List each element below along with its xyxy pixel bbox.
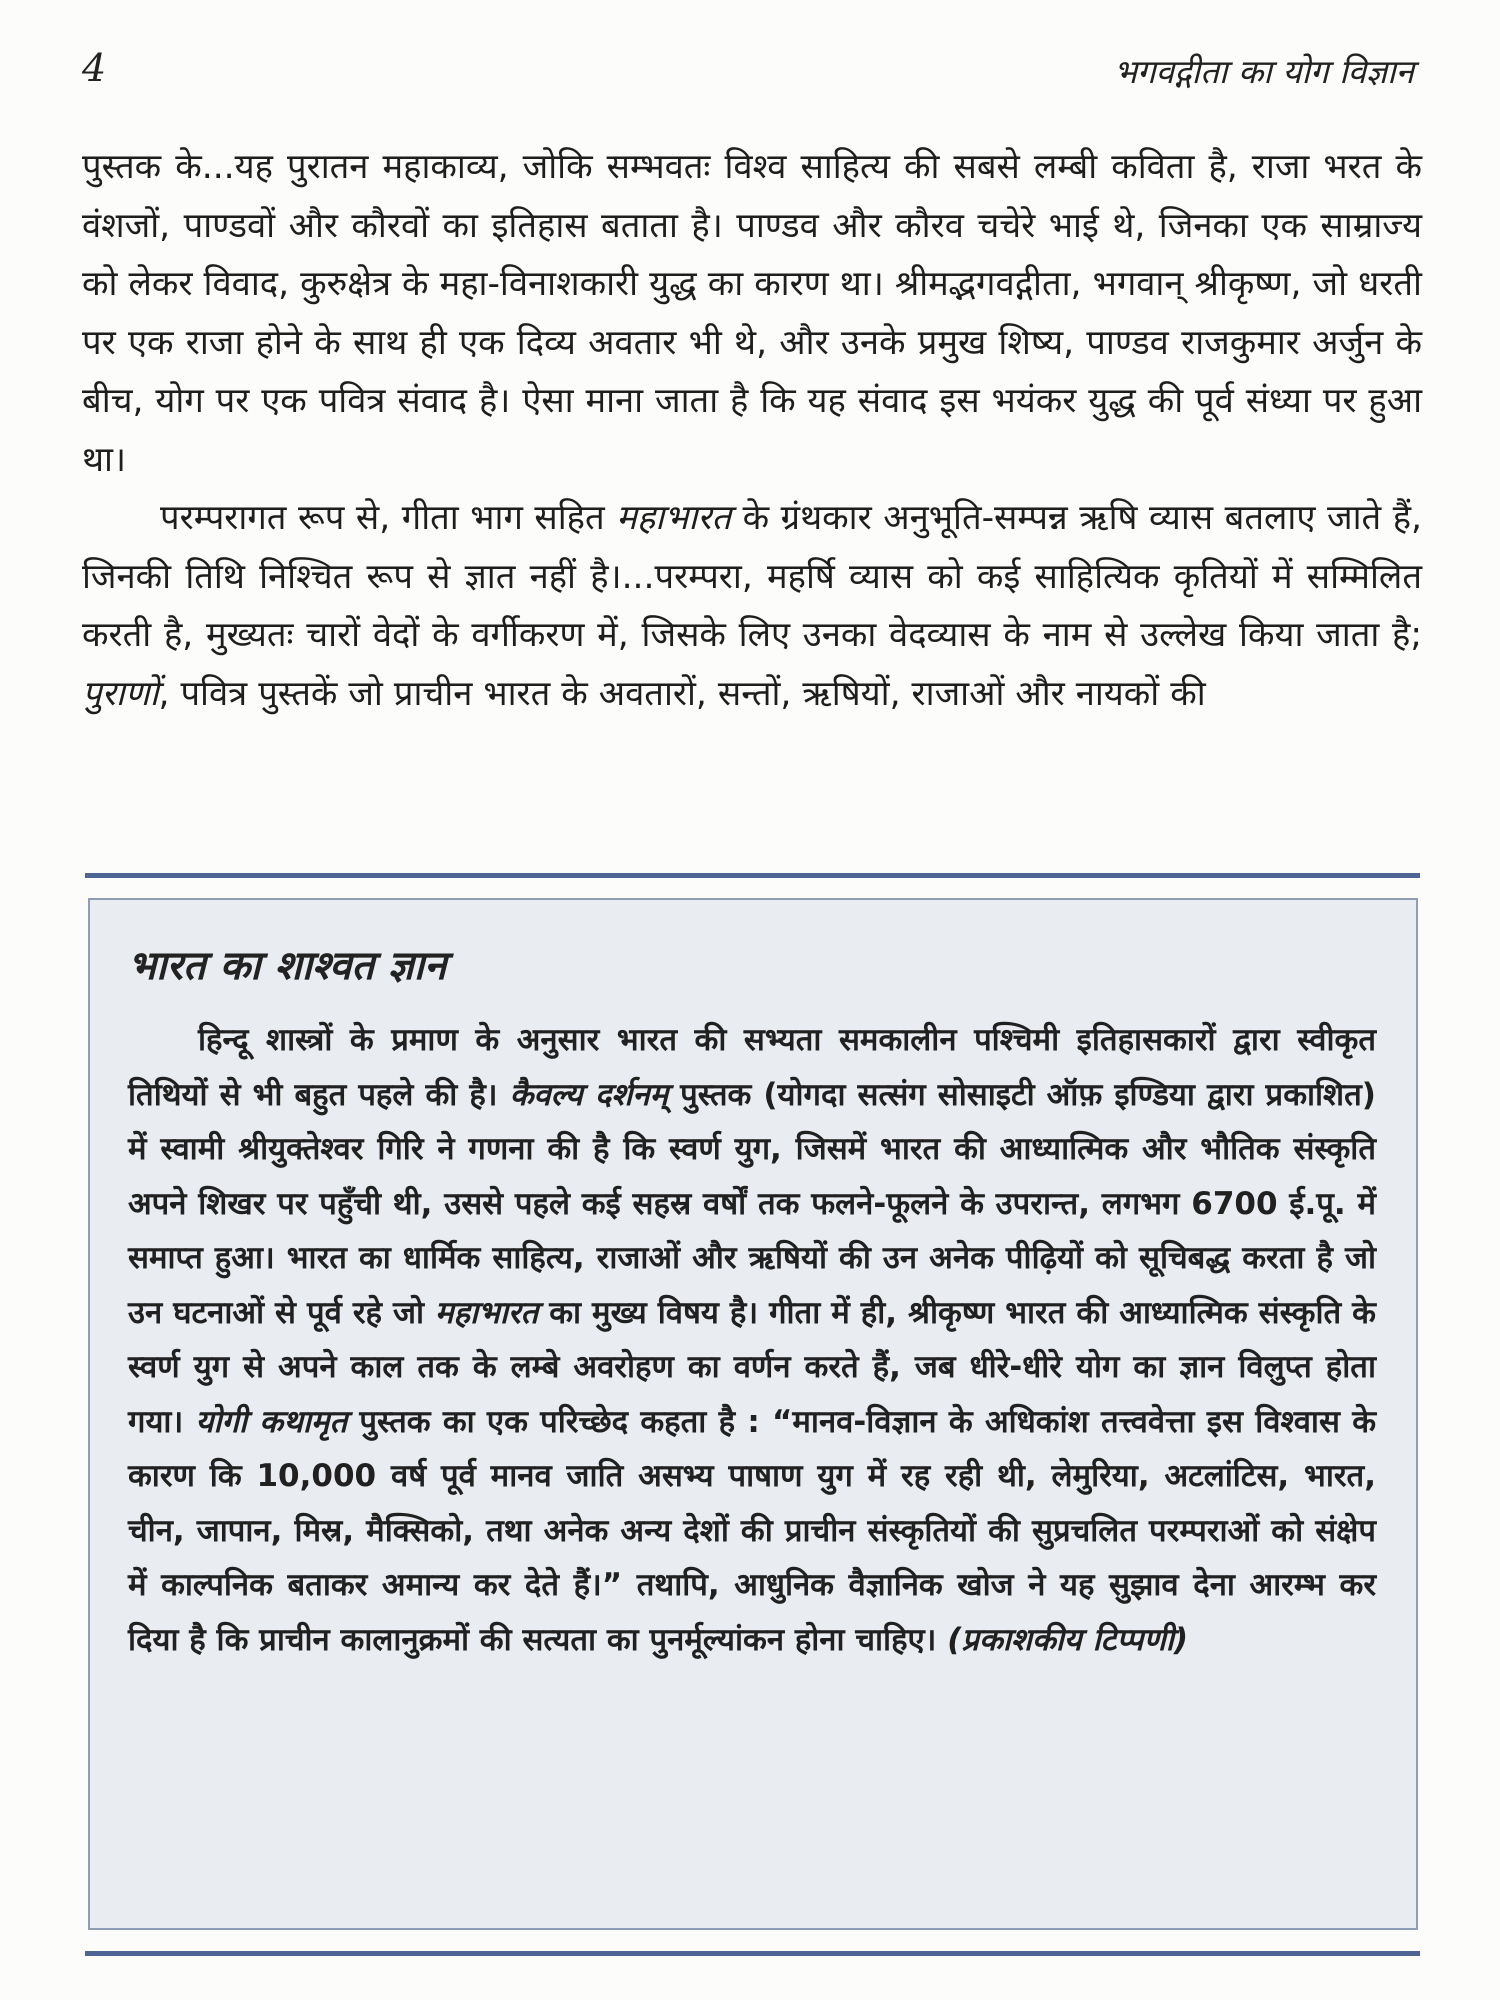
text-run: , पवित्र पुस्तकें जो प्राचीन भारत के अवतारों, सन्तों, ऋषियों, राजाओं और नायकों की: [158, 673, 1206, 714]
page-number: 4: [82, 46, 107, 90]
italic-note: (प्रकाशकीय टिप्पणी): [947, 1621, 1188, 1658]
sidebar-box: [88, 898, 1418, 1930]
body-paragraph: [82, 489, 1422, 723]
italic-book-title: महाभारत: [616, 498, 732, 538]
sidebar-paragraph: [128, 1013, 1376, 1667]
text-run: का मुख्य विषय है। गीता में ही, श्रीकृष्ण भारत की आध्यात्मिक संस्कृति के स्वर्ण युग से अपने काल तक के लम्बे अवरोहण का वर्णन करते हैं, जब धीरे-धीरे योग का ज्ञान विलुप्त होता गया।: [128, 1294, 1376, 1440]
italic-term: पुराणों: [82, 673, 159, 714]
bottom-divider: [85, 1951, 1420, 1956]
running-title: भगवद्गीता का योग विज्ञान: [1113, 52, 1414, 91]
text-run: हिन्दू शास्त्रों के प्रमाण के अनुसार भारत की सभ्यता समकालीन पश्चिमी इतिहासकारों द्वारा स्वीकृत तिथियों से भी बहुत पहले की है।: [128, 1022, 1376, 1113]
text-run: पुस्तक का एक परिच्छेद कहता है : “मानव-विज्ञान के अधिकांश तत्त्ववेत्ता इस विश्वास के कारण कि 10,000 वर्ष पूर्व मानव जाति असभ्य पाषाण युग में रह रही थी, लेमुरिया, अटलांटिस, भारत, चीन, जापान, मिस्र, मैक्सिको, तथा अनेक अन्य देशों की प्राचीन संस्कृतियों की सुप्रचलित परम्पराओं को संक्षेप में काल्पनिक बताकर अमान्य कर देते हैं।” तथापि, आधुनिक वैज्ञानिक खोज ने यह सुझाव देना आरम्भ कर दिया है कि प्राचीन कालानुक्रमों की सत्यता का पुनर्मूल्यांकन होना चाहिए।: [128, 1403, 1376, 1658]
top-divider: [85, 873, 1420, 878]
sidebar-title: भारत का शाश्वत ज्ञान: [128, 943, 447, 989]
text-run: के ग्रंथकार अनुभूति-सम्पन्न ऋषि व्यास बतलाए जाते हैं, जिनकी तिथि निश्चित रूप से ज्ञात नहीं है।...परम्परा, महर्षि व्यास को कई साहित्यिक कृतियों में सम्मिलित करती है, मुख्यतः चारों वेदों के वर्गीकरण में, जिसके लिए उनका वेदव्यास के नाम से उल्लेख किया जाता है;: [82, 498, 1422, 655]
text-run: पुस्तक (योगदा सत्संग सोसाइटी ऑफ़ इण्डिया द्वारा प्रकाशित) में स्वामी श्रीयुक्तेश्वर गिरि ने गणना की है कि स्वर्ण युग, जिसमें भारत की आध्यात्मिक और भौतिक संस्कृति अपने शिखर पर पहुँची थी, उससे पहले कई सहस्र वर्षों तक फलने-फूलने के उपरान्त, लगभग 6700 ई.पू. में समाप्त हुआ। भारत का धार्मिक साहित्य, राजाओं और ऋषियों की उन अनेक पीढ़ियों को सूचिबद्ध करता है जो उन घटनाओं से पूर्व रहे जो: [128, 1076, 1376, 1331]
main-text: [82, 138, 1422, 723]
italic-book-title: योगी कथामृत: [195, 1403, 348, 1440]
body-paragraph: पुस्तक के...यह पुरातन महाकाव्य, जोकि सम्भवतः विश्व साहित्य की सबसे लम्बी कविता है, राजा भरत के वंशजों, पाण्डवों और कौरवों का इतिहास बताता है। पाण्डव और कौरव चचेरे भाई थे, जिनका एक साम्राज्य को लेकर विवाद, कुरुक्षेत्र के महा-विनाशकारी युद्ध का कारण था। श्रीमद्भगवद्गीता, भगवान् श्रीकृष्ण, जो धरती पर एक राजा होने के साथ ही एक दिव्य अवतार भी थे, और उनके प्रमुख शिष्य, पाण्डव राजकुमार अर्जुन के बीच, योग पर एक पवित्र संवाद है। ऐसा माना जाता है कि यह संवाद इस भयंकर युद्ध की पूर्व संध्या पर हुआ था।: [82, 147, 1422, 480]
italic-book-title: कैवल्य दर्शनम्: [509, 1076, 669, 1113]
text-run: परम्परागत रूप से, गीता भाग सहित: [160, 498, 617, 538]
italic-book-title: महाभारत: [435, 1294, 539, 1331]
